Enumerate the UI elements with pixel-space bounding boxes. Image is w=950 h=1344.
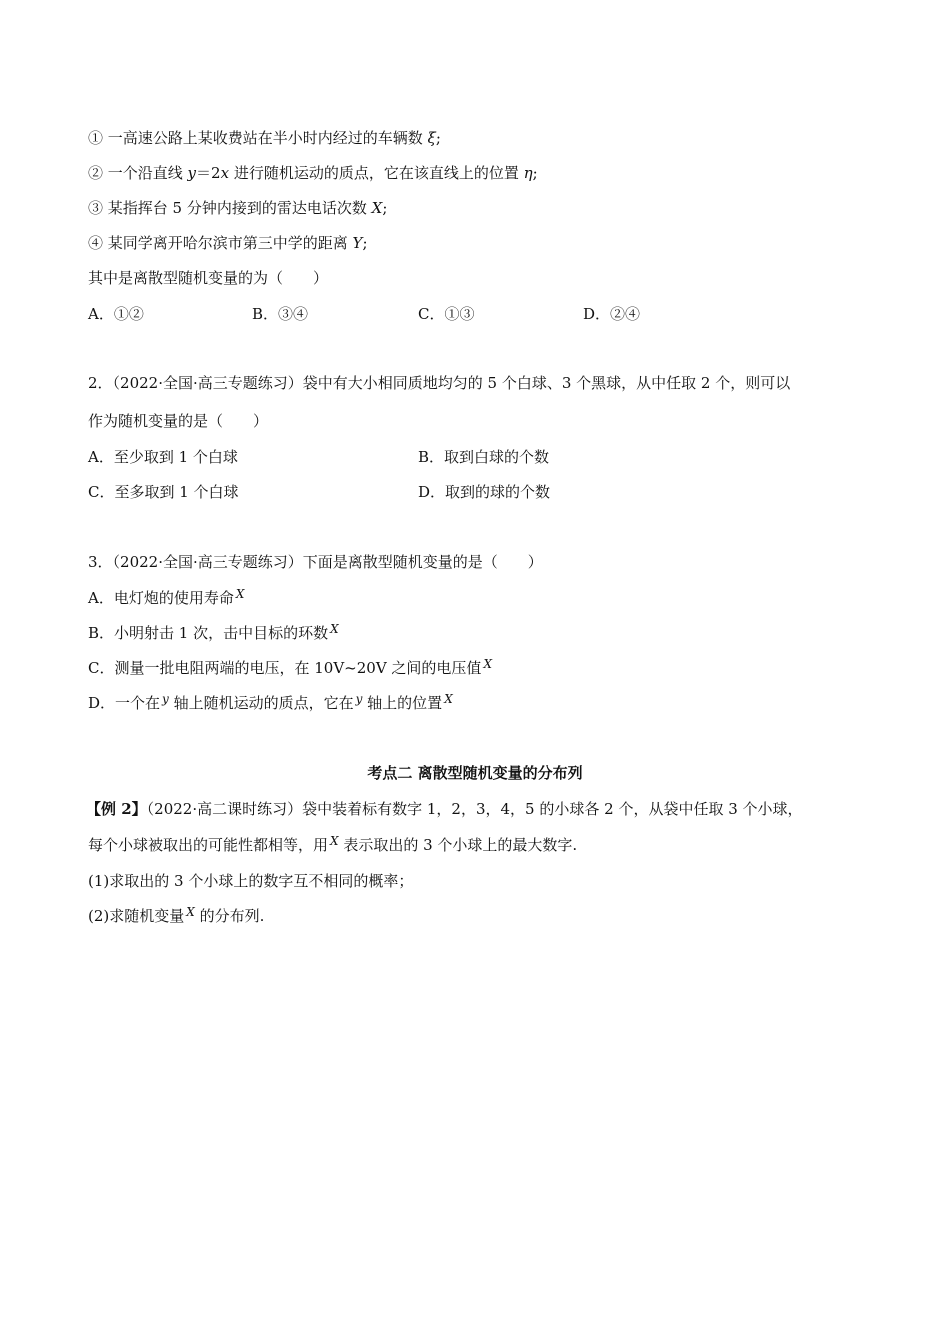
q2-option-d: D．取到的球的个数 [418, 483, 551, 501]
example-2-line-2-b: 表示取出的 3 个小球上的最大数字. [343, 836, 578, 854]
q3-option-d-var-x: X [444, 692, 453, 706]
q3-option-d [88, 693, 453, 714]
q1-option-c: C．①③ [418, 305, 475, 323]
q1-item-1 [88, 128, 441, 148]
example-2-part-2-var: X [186, 905, 195, 919]
q3-option-d-text-b: 轴上随机运动的质点，它在 [173, 694, 354, 712]
example-2-var-x: X [330, 834, 339, 848]
q1-item-3-end: ; [382, 199, 388, 217]
q3-option-b [88, 623, 339, 644]
q1-item-4-end: ; [362, 234, 368, 252]
q3-option-a-var: X [235, 587, 245, 601]
q1-item-2-text-b: 进行随机运动的质点，它在该直线上的位置 [229, 164, 524, 182]
q1-option-a: A．①② [88, 305, 144, 323]
q1-item-2 [88, 163, 538, 183]
example-2-part-2-a: (2)求随机变量 [88, 907, 185, 925]
q1-item-2-var: η [523, 164, 533, 182]
q1-item-1-text: ① 一高速公路上某收费站在半小时内经过的车辆数 [88, 129, 428, 147]
q3-option-d-text-c: 轴上的位置 [367, 694, 443, 712]
q2-option-a: A．至少取到 1 个白球 [88, 448, 238, 466]
example-2-text: （2022·高二课时练习）袋中装着标有数字 1，2，3，4，5 的小球各 2 个，从袋中任取 3 个小球， [146, 800, 803, 818]
q1-stem: 其中是离散型随机变量的为（ ） [88, 269, 329, 287]
q3-option-d-var-y2: y [355, 692, 363, 706]
q1-item-1-end: ; [435, 129, 441, 147]
q1-item-2-var-x: x [220, 164, 230, 182]
q1-item-4 [88, 233, 368, 253]
q3-option-c-text: C．测量一批电阻两端的电压，在 10V~20V 之间的电压值 [88, 659, 482, 677]
q1-option-b: B．③④ [252, 305, 309, 323]
q1-item-1-var: ξ [427, 129, 436, 147]
q1-option-d: D．②④ [583, 305, 641, 323]
q2-line-2: 作为随机变量的是（ ） [88, 412, 269, 430]
q3-option-d-text-a: D．一个在 [88, 694, 161, 712]
q3-option-c [88, 658, 492, 679]
q1-item-2-var-y: y [187, 164, 197, 182]
q3-option-a-text: A．电灯炮的使用寿命 [88, 589, 234, 607]
example-2-line-1 [86, 799, 803, 819]
example-2-part-2 [88, 906, 264, 927]
q2-line-1: 2．（2022·全国·高三专题练习）袋中有大小相同质地均匀的 5 个白球、3 个黑球，从中任取 2 个，则可以 [88, 374, 791, 392]
q2-option-c: C．至多取到 1 个白球 [88, 483, 239, 501]
q1-item-3 [88, 198, 387, 218]
q3-option-d-var-y1: y [162, 692, 169, 706]
q1-item-2-end: ; [532, 164, 538, 182]
example-2-part-1: (1)求取出的 3 个小球上的数字互不相同的概率； [88, 872, 414, 890]
q3-stem: 3．（2022·全国·高三专题练习）下面是离散型随机变量的是（ ） [88, 553, 543, 571]
q1-item-2-text-a: ② 一个沿直线 [88, 164, 188, 182]
q1-item-3-text: ③ 某指挥台 5 分钟内接到的雷达电话次数 [88, 199, 372, 217]
example-2-line-2 [88, 835, 577, 856]
q1-item-4-text: ④ 某同学离开哈尔滨市第三中学的距离 [88, 234, 353, 252]
q3-option-c-var: X [483, 657, 492, 671]
q1-item-2-eq: ＝2 [196, 164, 221, 182]
q1-item-3-var: X [371, 199, 383, 217]
q3-option-b-text: B．小明射击 1 次，击中目标的环数 [88, 624, 329, 642]
section-heading: 考点二 离散型随机变量的分布列 [367, 764, 583, 782]
q2-option-b: B．取到白球的个数 [418, 448, 550, 466]
q1-item-4-var: Y [352, 234, 363, 252]
example-2-line-2-a: 每个小球被取出的可能性都相等，用 [88, 836, 329, 854]
example-2-label: 【例 2】 [86, 800, 147, 818]
q3-option-a [88, 588, 244, 609]
example-2-part-2-b: 的分布列. [199, 907, 265, 925]
q3-option-b-var: X [330, 622, 339, 636]
